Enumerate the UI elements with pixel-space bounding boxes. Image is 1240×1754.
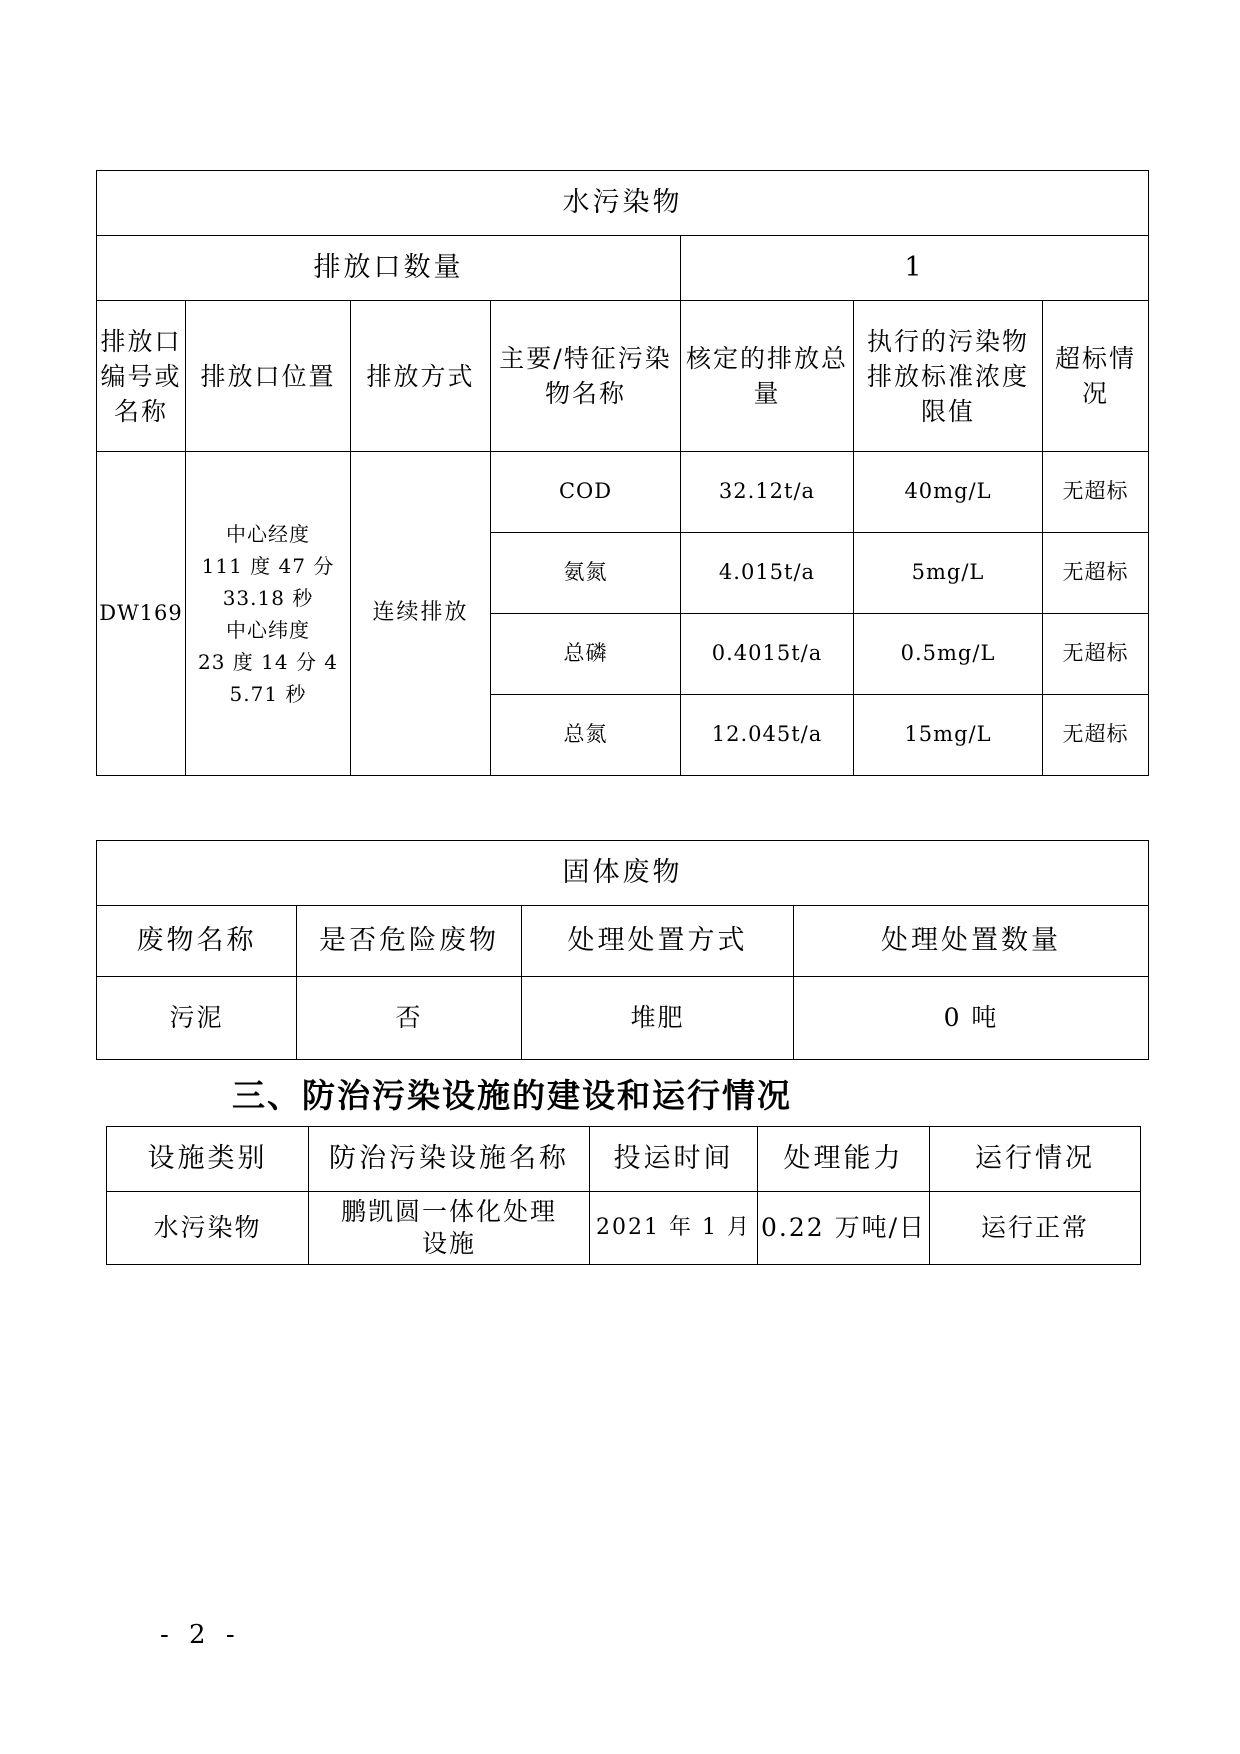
disposal-quantity: 0 吨	[794, 977, 1149, 1060]
outlet-location	[186, 452, 351, 776]
location-line: 中心纬度	[226, 617, 310, 642]
col-start-date: 投运时间	[590, 1127, 758, 1192]
col-pollutant-name: 主要/特征污染物名称	[491, 301, 681, 452]
page-number: - 2 -	[160, 1620, 241, 1650]
col-approved-total: 核定的排放总量	[681, 301, 854, 452]
col-facility-name: 防治污染设施名称	[309, 1127, 590, 1192]
approved-total: 0.4015t/a	[681, 614, 854, 695]
col-capacity: 处理能力	[758, 1127, 930, 1192]
facility-name	[309, 1192, 590, 1265]
exceed-status: 无超标	[1043, 695, 1149, 776]
exceed-status: 无超标	[1043, 533, 1149, 614]
water-pollutants-table	[96, 170, 1149, 776]
standard-limit: 0.5mg/L	[854, 614, 1043, 695]
approved-total: 12.045t/a	[681, 695, 854, 776]
facility-name-line: 鹏凯圆一体化处理	[340, 1196, 557, 1226]
discharge-mode: 连续排放	[351, 452, 491, 776]
col-disposal-quantity: 处理处置数量	[794, 906, 1149, 977]
standard-limit: 40mg/L	[854, 452, 1043, 533]
col-operation-status: 运行情况	[930, 1127, 1141, 1192]
location-line: 111 度 47 分	[201, 553, 335, 578]
pollutant-name: COD	[491, 452, 681, 533]
location-line: 中心经度	[226, 521, 310, 546]
approved-total: 32.12t/a	[681, 452, 854, 533]
col-outlet-location: 排放口位置	[186, 301, 351, 452]
operation-status: 运行正常	[930, 1192, 1141, 1265]
location-line: 23 度 14 分 4	[197, 649, 339, 674]
solid-waste-table	[96, 840, 1149, 1060]
solid-waste-title: 固体废物	[97, 841, 1149, 906]
waste-name: 污泥	[97, 977, 297, 1060]
col-disposal-method: 处理处置方式	[522, 906, 794, 977]
outlet-count-value: 1	[681, 236, 1149, 301]
disposal-method: 堆肥	[522, 977, 794, 1060]
approved-total: 4.015t/a	[681, 533, 854, 614]
table-row	[107, 1192, 1141, 1265]
exceed-status: 无超标	[1043, 452, 1149, 533]
table-row	[97, 452, 1149, 533]
facilities-table	[106, 1126, 1141, 1265]
outlet-count-label: 排放口数量	[97, 236, 681, 301]
outlet-id: DW169	[97, 452, 186, 776]
hazardous-value: 否	[297, 977, 522, 1060]
capacity: 0.22 万吨/日	[758, 1192, 930, 1265]
standard-limit: 15mg/L	[854, 695, 1043, 776]
standard-limit: 5mg/L	[854, 533, 1043, 614]
col-outlet-id: 排放口编号或名称	[97, 301, 186, 452]
table-row	[97, 977, 1149, 1060]
col-exceed-status: 超标情况	[1043, 301, 1149, 452]
start-date: 2021 年 1 月	[590, 1192, 758, 1265]
pollutant-name: 氨氮	[491, 533, 681, 614]
col-hazardous: 是否危险废物	[297, 906, 522, 977]
col-waste-name: 废物名称	[97, 906, 297, 977]
exceed-status: 无超标	[1043, 614, 1149, 695]
col-standard-limit: 执行的污染物排放标准浓度限值	[854, 301, 1043, 452]
facility-category: 水污染物	[107, 1192, 309, 1265]
col-discharge-mode: 排放方式	[351, 301, 491, 452]
location-line: 5.71 秒	[229, 681, 307, 706]
location-line: 33.18 秒	[222, 585, 314, 610]
col-facility-category: 设施类别	[107, 1127, 309, 1192]
pollutant-name: 总磷	[491, 614, 681, 695]
water-pollutants-title: 水污染物	[97, 171, 1149, 236]
facility-name-line: 设施	[421, 1229, 476, 1258]
section-heading: 三、防治污染设施的建设和运行情况	[232, 1076, 792, 1115]
pollutant-name: 总氮	[491, 695, 681, 776]
